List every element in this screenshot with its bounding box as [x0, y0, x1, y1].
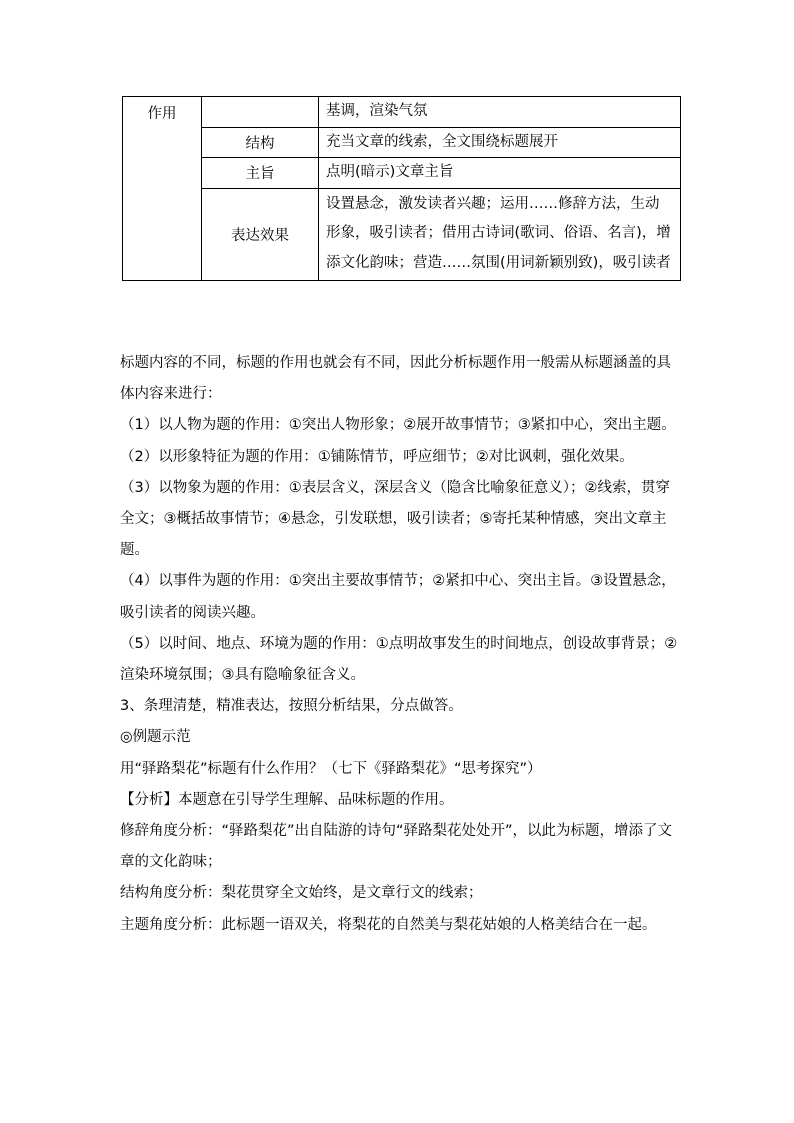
- example-question: 用“驿路梨花”标题有什么作用？（七下《驿路梨花》“思考探究”）: [120, 760, 542, 777]
- row-sub-label: 主旨: [202, 158, 319, 189]
- table-row: [123, 158, 681, 189]
- title-function-table: [122, 96, 681, 281]
- body-text: [120, 348, 682, 941]
- table-row: [123, 188, 681, 281]
- list-item: （2）以形象特征为题的作用：①铺陈情节，呼应细节；②对比讽刺，强化效果。: [120, 448, 634, 465]
- table-row: [123, 127, 681, 158]
- row-sub-label: 结构: [202, 127, 319, 158]
- intro-paragraph: 标题内容的不同，标题的作用也就会有不同，因此分析标题作用一般需从标题涵盖的具体内容来进行：: [120, 355, 671, 403]
- analysis-paragraph: 【分析】本题意在引导学生理解、品味标题的作用。: [120, 791, 454, 808]
- row-sub-label: [202, 97, 319, 128]
- row-description: 充当文章的线索，全文围绕标题展开: [319, 127, 681, 158]
- analysis-structure: 结构角度分析：梨花贯穿全文始终，是文章行文的线索；: [120, 885, 483, 902]
- list-item: （5）以时间、地点、环境为题的作用：①点明故事发生的时间地点，创设故事背景；②渲染环境氛围；③具有隐喻象征含义。: [120, 635, 678, 684]
- example-heading: ◎例题示范: [120, 729, 191, 746]
- list-item: （3）以物象为题的作用：①表层含义，深层含义（隐含比喻象征意义）；②线索，贯穿全文；③概括故事情节；④悬念，引发联想，吸引读者；⑤寄托某种情感，突出文章主题。: [120, 479, 670, 559]
- table-row: [123, 97, 681, 128]
- row-description: 设置悬念，激发读者兴趣；运用……修辞方法，生动形象，吸引读者；借用古诗词(歌词、俗语、名言)，增添文化韵味；营造……氛围(用词新颖别致)，吸引读者: [319, 188, 681, 281]
- step-heading: 3、条理清楚，精准表达，按照分析结果，分点做答。: [120, 698, 463, 715]
- list-item: （4）以事件为题的作用：①突出主要故事情节；②紧扣中心、突出主旨。③设置悬念，吸引读者的阅读兴趣。: [120, 573, 676, 621]
- list-item: （1）以人物为题的作用：①突出人物形象；②展开故事情节；③紧扣中心，突出主题。: [120, 417, 676, 434]
- analysis-theme: 主题角度分析：此标题一语双关，将梨花的自然美与梨花姑娘的人格美结合在一起。: [120, 916, 657, 933]
- row-description: 基调，渲染气氛: [319, 97, 681, 128]
- row-description: 点明(暗示)文章主旨: [319, 158, 681, 189]
- analysis-rhetoric: 修辞角度分析：“驿路梨花”出自陆游的诗句“驿路梨花处处开”，以此为标题，增添了文章的文化韵味；: [120, 823, 673, 871]
- row-sub-label: 表达效果: [202, 188, 319, 281]
- row-group-label: 作用: [123, 97, 202, 281]
